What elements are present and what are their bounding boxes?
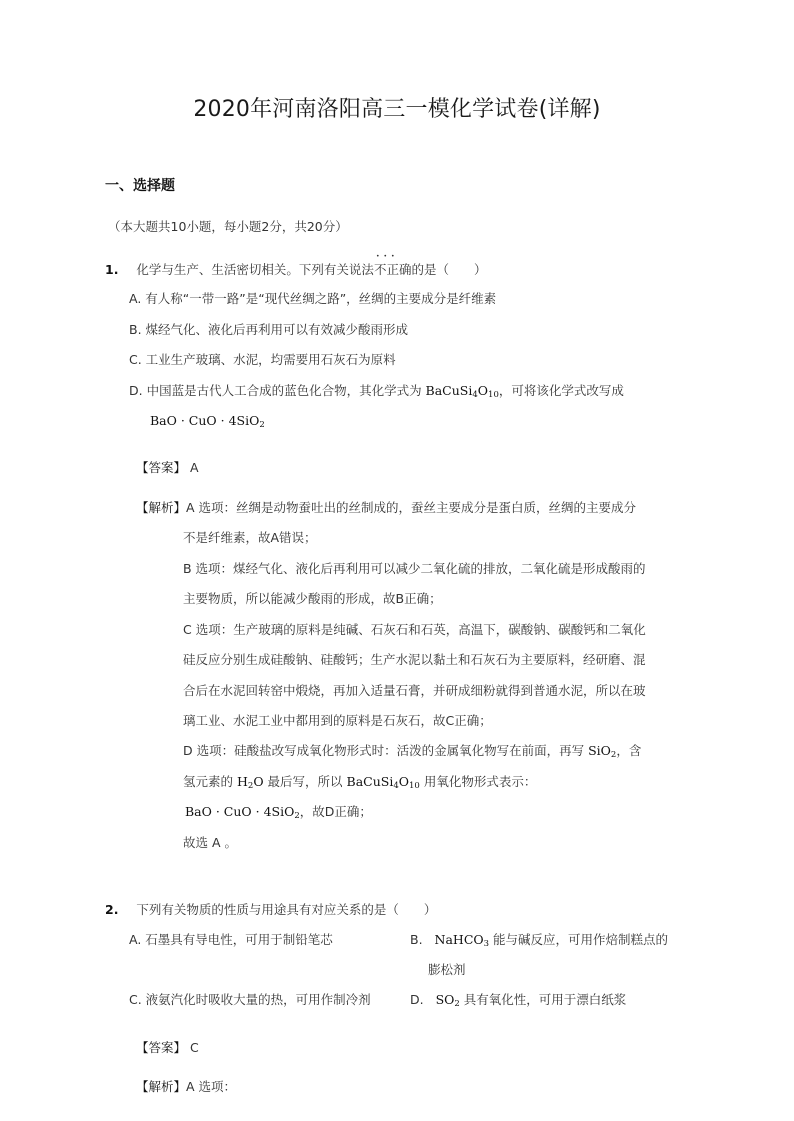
question-1-analysis-line-12: 故选 A 。 <box>183 835 237 850</box>
formula-nahco3: NaHCO$_3$ <box>434 932 490 949</box>
question-1-option-d <box>129 382 624 404</box>
question-1-analysis-line-8: 璃工业、水泥工业中都用到的原料是石灰石，故C正确； <box>183 713 492 728</box>
question-1-option-d-text-b: ，可将该化学式改写成 <box>498 383 624 398</box>
question-2-option-c: C. 液氨汽化时吸收大量的热，可用作制冷剂 <box>129 992 371 1007</box>
question-1-analysis-line-9: D 选项：硅酸盐改写成氧化物形式时：活泼的金属氧化物写在前面，再写 SiO$_2$，含 <box>183 743 642 760</box>
formula-oxide-form-2: BaO · CuO · 4SiO$_2$ <box>185 804 300 821</box>
question-1-option-c: C. 工业生产玻璃、水泥，均需要用石灰石为原料 <box>129 352 396 367</box>
question-1-stem-text-b: 的是（ ） <box>411 262 487 277</box>
answer-label-2: 【答案】 <box>136 1040 187 1055</box>
question-1-number: 1. <box>105 262 119 277</box>
formula-bacusi4o10-2: $BaCuSi_4O_{10}$ <box>346 774 420 791</box>
document-title: 2020年河南洛阳高三一模化学试卷(详解) <box>193 97 601 122</box>
question-1-option-d-formula <box>150 412 265 434</box>
formula-so2: $SO_2$ <box>435 992 460 1009</box>
section-note: （本大题共10小题，每小题2分，共20分） <box>108 219 348 234</box>
formula-h2o: $H_2O$ <box>236 774 264 791</box>
question-2-number: 2. <box>105 902 119 917</box>
question-1-option-d-text-a: D. 中国蓝是古代人工合成的蓝色化合物，其化学式为 <box>129 383 426 398</box>
question-2-analysis-line-1: 【解析】A 选项： <box>136 1079 237 1094</box>
formula-bacusi4o10: $BaCuSi_4O_{10}$ <box>425 383 499 400</box>
question-1-analysis-line-10: 氢元素的 $H_2O$ 最后写，所以 $BaCuSi_4O_{10}$ 用氧化物形式表示： <box>183 774 537 791</box>
answer-value-2: C <box>190 1040 199 1055</box>
question-1-analysis-line-7: 合后在水泥回转窑中煅烧，再加入适量石膏，并研成细粉就得到普通水泥，所以在玻 <box>183 683 646 698</box>
question-1-option-a: A. 有人称“一带一路”是“现代丝绸之路”，丝绸的主要成分是纤维素 <box>129 291 497 306</box>
question-1-emphasis: 不正确 • • • <box>374 262 412 277</box>
question-1-answer <box>136 459 199 477</box>
question-2-answer <box>136 1039 199 1057</box>
question-1-stem-text-a: 化学与生产、生活密切相关。下列有关说法 <box>136 262 374 277</box>
analysis-label: 【解析】 <box>136 500 187 515</box>
question-2-stem: 2. 下列有关物质的性质与用途具有对应关系的是（ ） <box>105 902 437 917</box>
analysis-label-2: 【解析】 <box>136 1079 187 1094</box>
question-2-option-d: D. $SO_2$ 具有氧化性，可用于漂白纸浆 <box>410 992 627 1009</box>
answer-value: A <box>190 460 199 475</box>
question-2-option-b-line-2: 膨松剂 <box>428 962 466 977</box>
question-1-analysis-line-6: 硅反应分别生成硅酸钠、硅酸钙；生产水泥以黏土和石灰石为主要原料，经研磨、混 <box>183 652 646 667</box>
question-1-analysis-line-1: 【解析】A 选项：丝绸是动物蚕吐出的丝制成的，蚕丝主要成分是蛋白质，丝绸的主要成分 <box>136 500 637 515</box>
question-2-option-a: A. 石墨具有导电性，可用于制铅笔芯 <box>129 932 333 947</box>
question-1-stem <box>105 261 486 279</box>
question-1-analysis-line-4: 主要物质，所以能减少酸雨的形成，故B正确； <box>183 591 442 606</box>
section-heading: 一、选择题 <box>105 178 175 194</box>
question-1-analysis-line-5: C 选项：生产玻璃的原料是纯碱、石灰石和石英，高温下，碳酸钠、碳酸钙和二氧化 <box>183 622 646 637</box>
question-1-analysis-line-11: BaO · CuO · 4SiO$_2$，故D正确； <box>185 804 372 821</box>
formula-sio2: SiO$_2$ <box>588 743 617 760</box>
question-1-option-b: B. 煤经气化、液化后再利用可以有效减少酸雨形成 <box>129 322 409 337</box>
question-1-analysis-line-3: B 选项：煤经气化、液化后再利用可以减少二氧化硫的排放，二氧化硫是形成酸雨的 <box>183 561 646 576</box>
question-1-analysis-line-2: 不是纤维素，故A错误； <box>183 530 317 545</box>
formula-oxide-form: BaO · CuO · 4SiO$_2$ <box>150 413 265 430</box>
question-2-option-b: B. NaHCO$_3$ 能与碱反应，可用作焙制糕点的 <box>410 932 669 949</box>
answer-label: 【答案】 <box>136 460 187 475</box>
